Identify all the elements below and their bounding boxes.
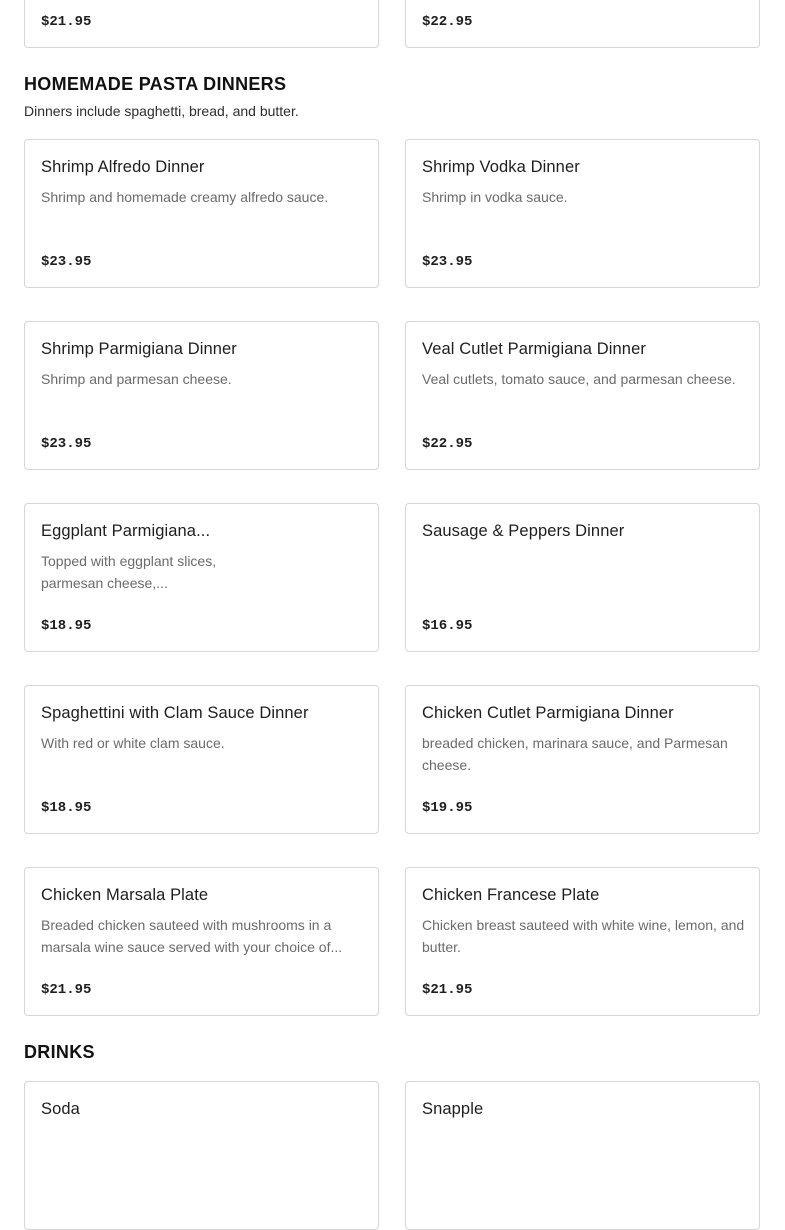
- menu-item-card[interactable]: [24, 685, 379, 834]
- section-title-pasta: HOMEMADE PASTA DINNERS: [24, 74, 287, 94]
- item-description: With red or white clam sauce.: [41, 735, 225, 751]
- item-price: $23.95: [41, 436, 92, 452]
- item-description: breaded chicken, marinara sauce, and Parmesan cheese.: [422, 735, 728, 773]
- menu-item-card[interactable]: [24, 321, 379, 470]
- menu-item-card[interactable]: [405, 503, 760, 652]
- section-title-drinks: DRINKS: [24, 1042, 95, 1062]
- item-description: Shrimp in vodka sauce.: [422, 189, 568, 205]
- item-price: $16.95: [422, 618, 473, 634]
- menu-item-card[interactable]: [405, 0, 760, 48]
- item-name: Sausage & Peppers Dinner: [422, 522, 625, 540]
- item-price: $18.95: [41, 800, 92, 816]
- menu-item-card[interactable]: [24, 1081, 379, 1230]
- item-description: Veal cutlets, tomato sauce, and parmesan cheese.: [422, 371, 736, 387]
- item-name: Soda: [41, 1100, 80, 1118]
- item-price: $21.95: [41, 982, 92, 998]
- item-description: Breaded chicken sauteed with mushrooms in a marsala wine sauce served with your choice of...: [41, 917, 343, 955]
- item-description: Shrimp and homemade creamy alfredo sauce.: [41, 189, 329, 205]
- item-name: Chicken Francese Plate: [422, 886, 600, 904]
- menu-item-card[interactable]: [405, 321, 760, 470]
- item-price: $21.95: [422, 982, 473, 998]
- menu-item-card[interactable]: [24, 139, 379, 288]
- item-description: Topped with eggplant slices, parmesan cheese,...: [41, 553, 217, 591]
- item-name: Shrimp Vodka Dinner: [422, 158, 580, 176]
- item-name: Shrimp Parmigiana Dinner: [41, 340, 237, 358]
- item-price: $22.95: [422, 14, 473, 30]
- item-name: Spaghettini with Clam Sauce Dinner: [41, 704, 309, 722]
- menu-item-card[interactable]: [405, 867, 760, 1016]
- item-price: $19.95: [422, 800, 473, 816]
- item-price: $21.95: [41, 14, 92, 30]
- item-name: Snapple: [422, 1100, 484, 1118]
- menu-item-card[interactable]: [405, 685, 760, 834]
- item-description: Shrimp and parmesan cheese.: [41, 371, 232, 387]
- item-description: Chicken breast sauteed with white wine, lemon, and butter.: [422, 917, 745, 955]
- item-price: $23.95: [422, 254, 473, 270]
- menu-item-card[interactable]: [24, 0, 379, 48]
- menu-item-card[interactable]: [24, 503, 379, 652]
- item-price: $23.95: [41, 254, 92, 270]
- menu-item-card[interactable]: [24, 867, 379, 1016]
- menu-item-card[interactable]: [405, 139, 760, 288]
- item-price: $22.95: [422, 436, 473, 452]
- item-name: Chicken Marsala Plate: [41, 886, 209, 904]
- item-name: Veal Cutlet Parmigiana Dinner: [422, 340, 646, 358]
- menu-item-card[interactable]: [405, 1081, 760, 1230]
- item-name: Eggplant Parmigiana...: [41, 522, 211, 540]
- section-note-pasta: Dinners include spaghetti, bread, and butter.: [24, 103, 299, 119]
- item-name: Shrimp Alfredo Dinner: [41, 158, 205, 176]
- item-name: Chicken Cutlet Parmigiana Dinner: [422, 704, 674, 722]
- item-price: $18.95: [41, 618, 92, 634]
